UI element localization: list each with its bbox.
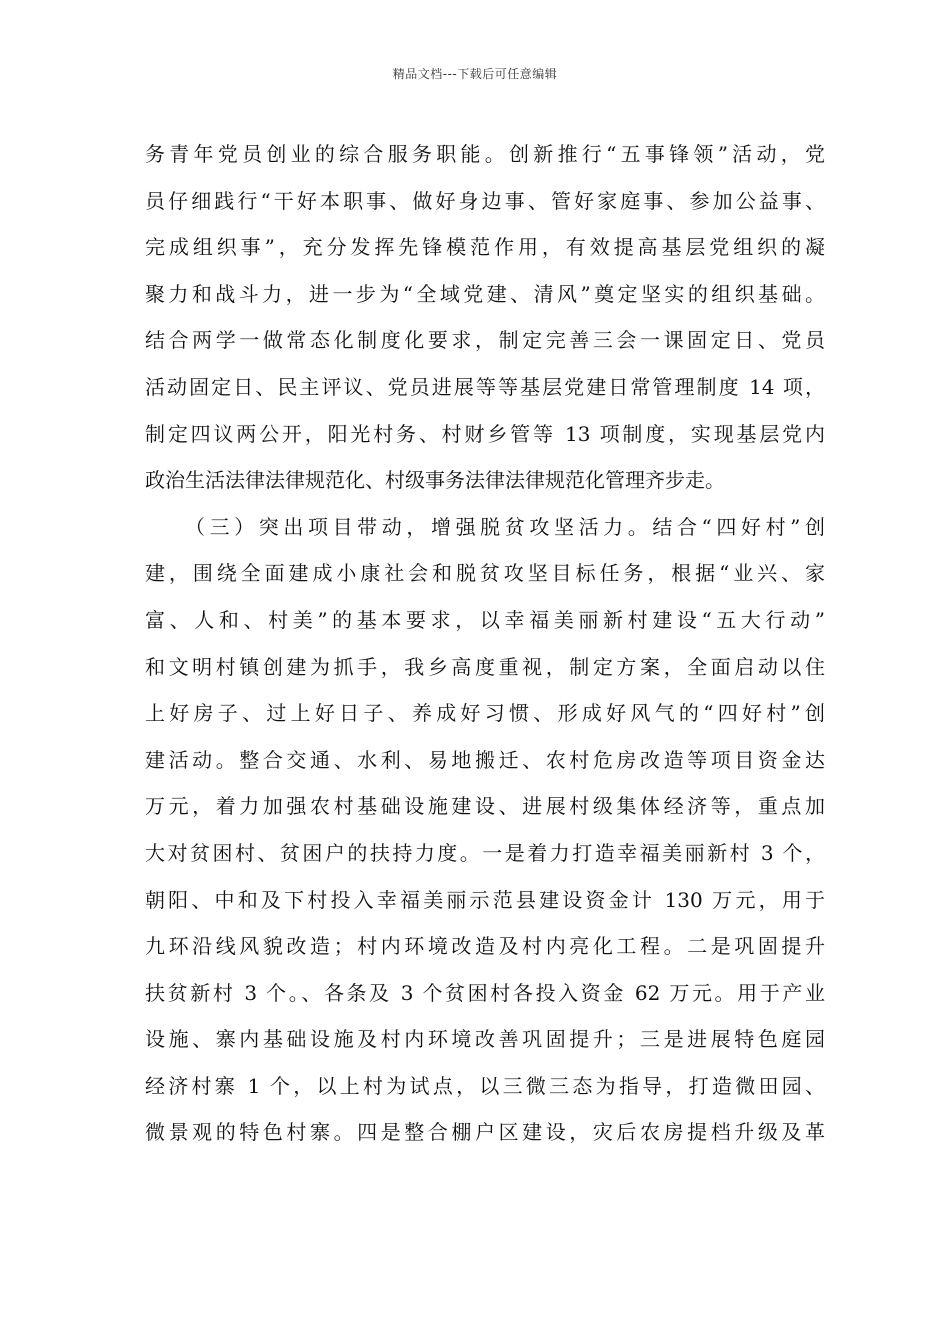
text-line: 建活动。整合交通、水利、易地搬迁、农村危房改造等项目资金达	[145, 747, 825, 772]
text-line: 九环沿线风貌改造；村内环境改造及村内亮化工程。二是巩固提升	[145, 934, 825, 959]
text-line: 大对贫困村、贫困户的扶持力度。一是着力打造幸福美丽新村 3 个，	[145, 840, 825, 865]
text-line: 完成组织事”，充分发挥先锋模范作用，有效提高基层党组织的凝	[145, 235, 825, 260]
text-line: 经济村寨 1 个，以上村为试点，以三微三态为指导，打造微田园、	[145, 1073, 825, 1098]
text-line: 聚力和战斗力，进一步为“全域党建、清风”奠定坚实的组织基础。	[145, 281, 825, 306]
text-line: 微景观的特色村寨。四是整合棚户区建设，灾后农房提档升级及革	[145, 1120, 825, 1145]
text-line: 政治生活法律法律规范化、村级事务法律法律规范化管理齐步走。	[145, 468, 725, 493]
document-body	[145, 131, 825, 1156]
text-line: 制定四议两公开，阳光村务、村财乡管等 13 项制度，实现基层党内	[145, 421, 825, 446]
text-line: 建，围绕全面建成小康社会和脱贫攻坚目标任务，根据“业兴、家	[145, 561, 825, 586]
text-line: 朝阳、中和及下村投入幸福美丽示范县建设资金计 130 万元，用于	[145, 887, 825, 912]
text-line: 扶贫新村 3 个。、各条及 3 个贫困村各投入资金 62 万元。用于产业	[145, 980, 825, 1005]
text-line: 员仔细践行“干好本职事、做好身边事、管好家庭事、参加公益事、	[145, 188, 825, 213]
page-header: 精品文档---下载后可任意编辑	[392, 67, 558, 81]
text-line: 万元，着力加强农村基础设施建设、进展村级集体经济等，重点加	[145, 794, 825, 819]
text-line: 结合两学一做常态化制度化要求，制定完善三会一课固定日、党员	[145, 328, 825, 353]
text-line: 富、人和、村美”的基本要求，以幸福美丽新村建设“五大行动”	[145, 607, 825, 632]
text-line: 上好房子、过上好日子、养成好习惯、形成好风气的“四好村”创	[145, 701, 825, 726]
text-line: 务青年党员创业的综合服务职能。创新推行“五事锋领”活动，党	[145, 142, 825, 166]
paragraph-start-line: （三）突出项目带动，增强脱贫攻坚活力。结合“四好村”创	[185, 514, 825, 539]
text-line: 和文明村镇创建为抓手，我乡高度重视，制定方案，全面启动以住	[145, 654, 825, 679]
text-line: 设施、寨内基础设施及村内环境改善巩固提升；三是进展特色庭园	[145, 1027, 825, 1052]
text-line: 活动固定日、民主评议、党员进展等等基层党建日常管理制度 14 项，	[145, 374, 825, 399]
